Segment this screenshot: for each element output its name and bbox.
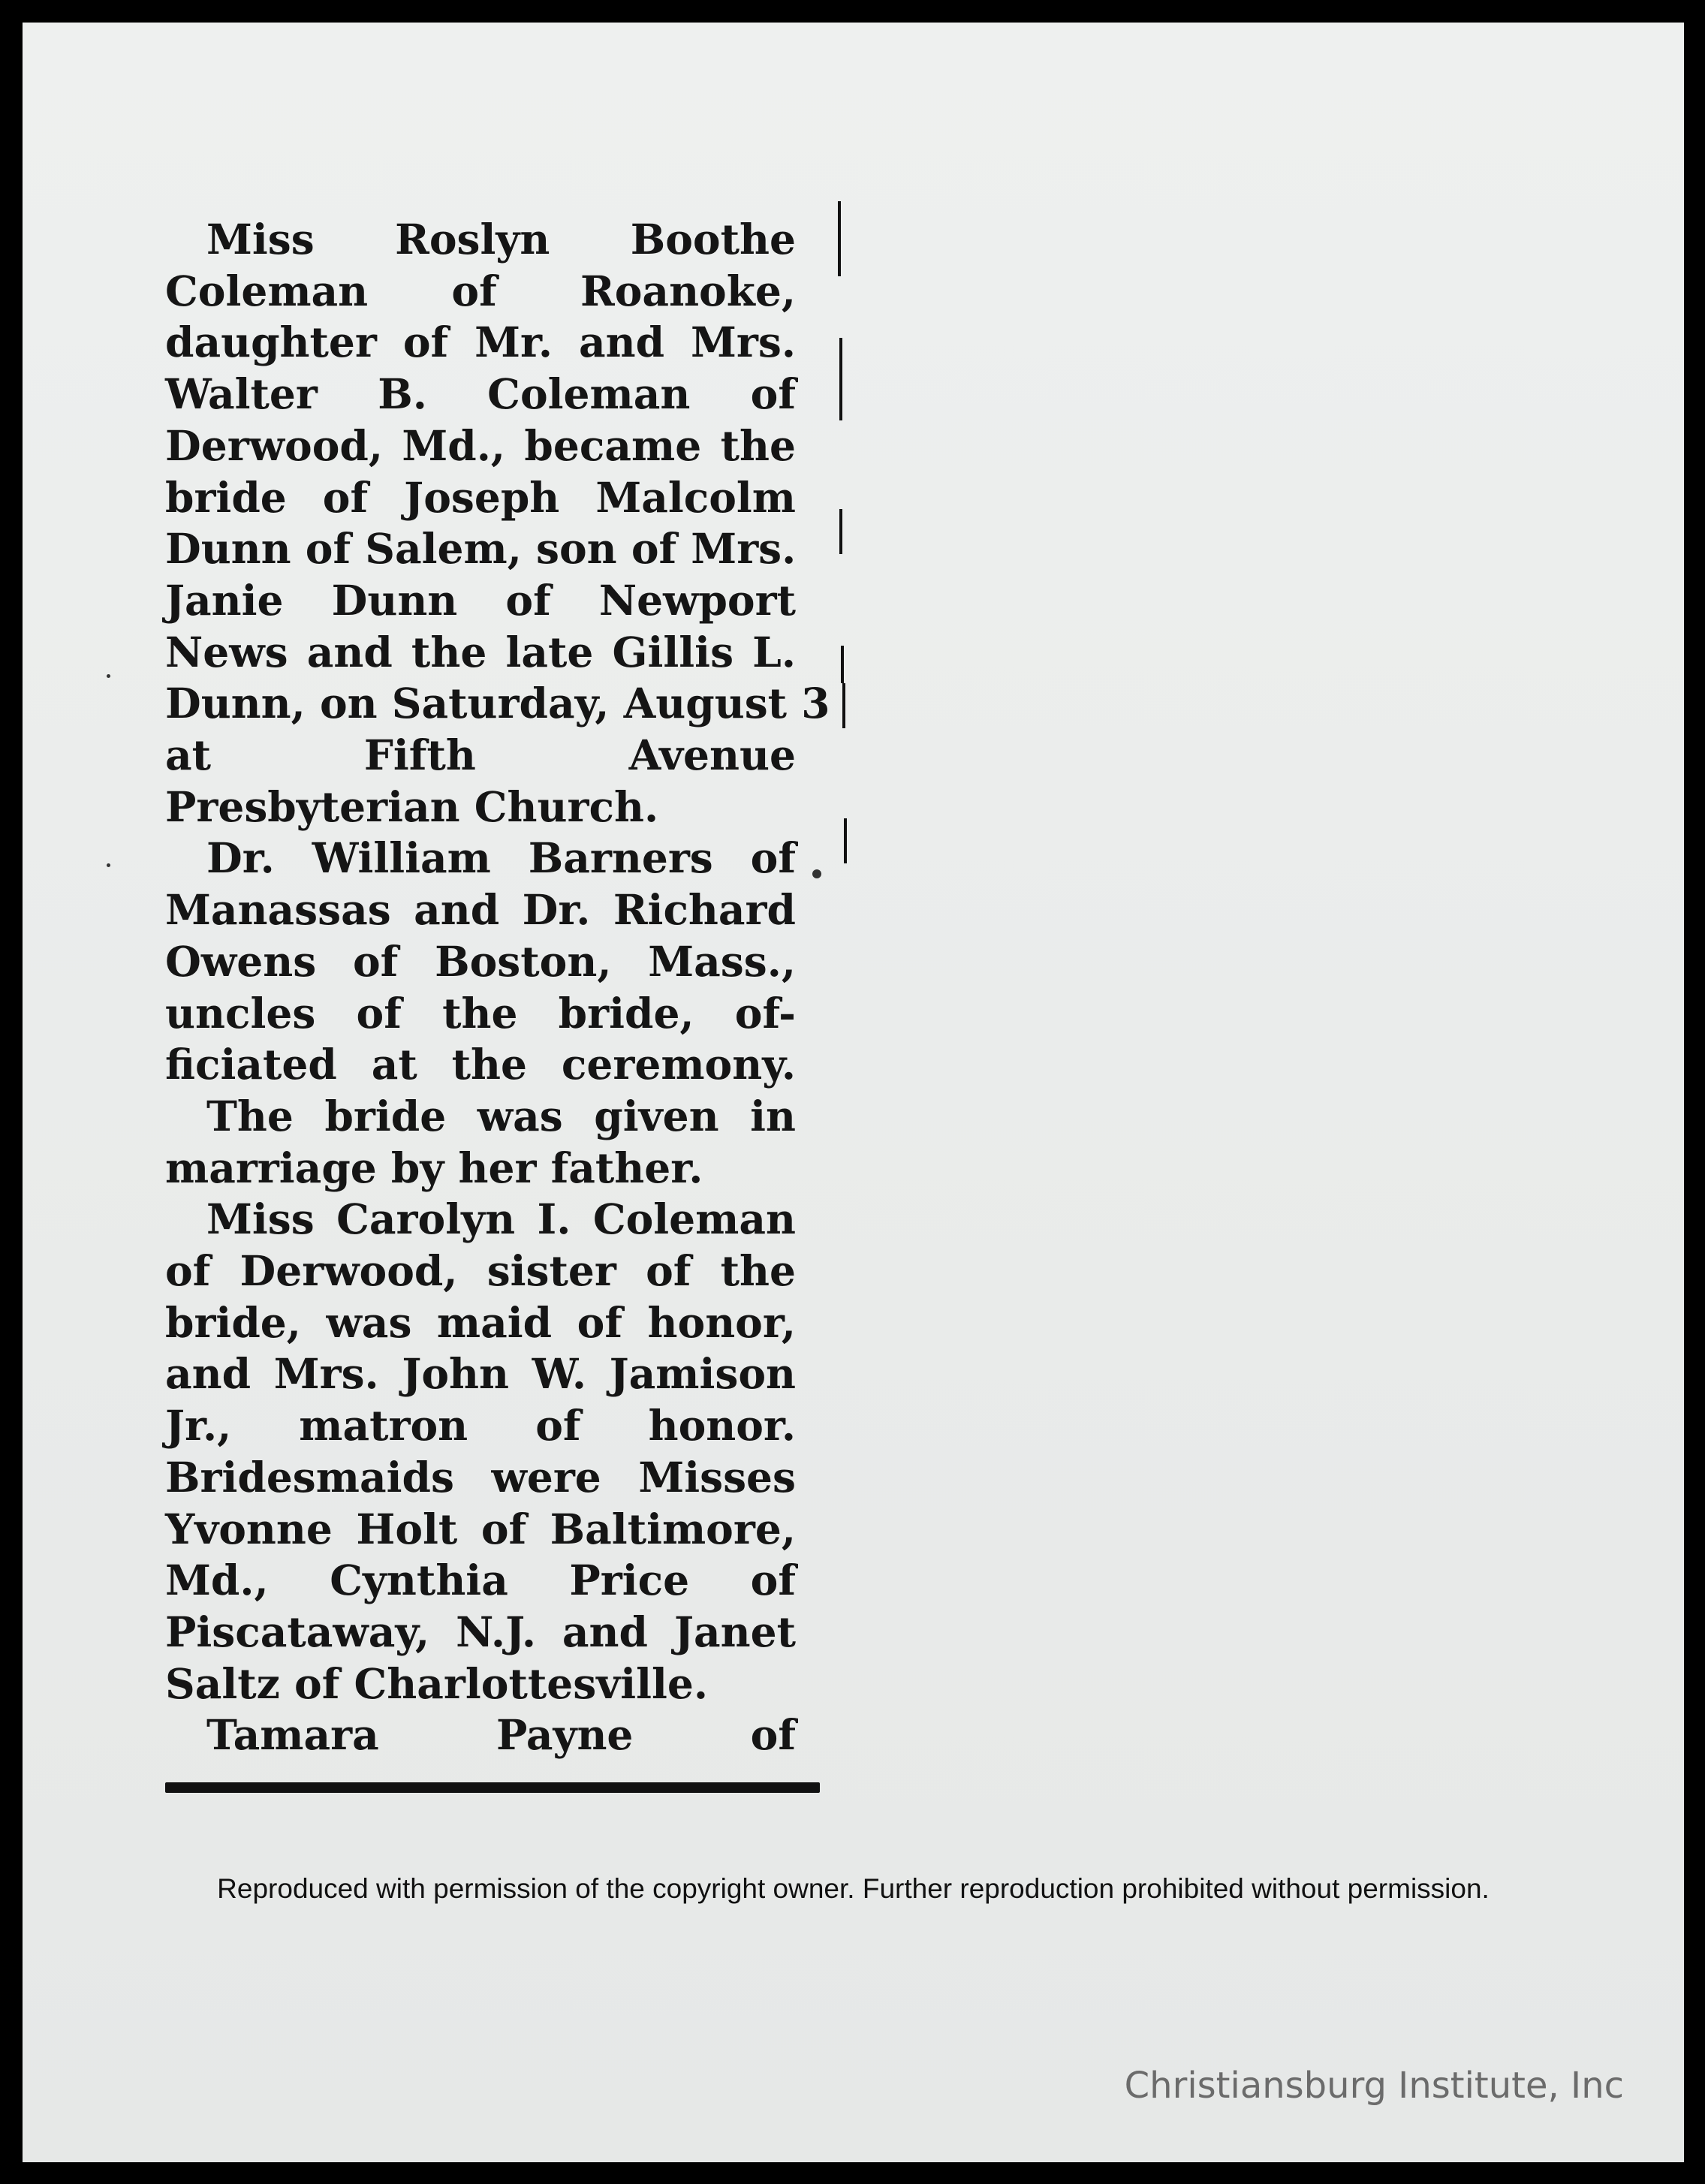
column-edge-mark	[838, 201, 841, 276]
article-line: Miss Carolyn I. Coleman	[206, 1194, 796, 1244]
article-paragraph	[165, 1710, 796, 1761]
article-line: Jr., matron of honor.	[165, 1401, 796, 1450]
article-line: Walter B. Coleman of	[165, 369, 796, 419]
article-line: Tamara Payne of	[206, 1710, 796, 1760]
article-line: bride of Joseph Malcolm	[165, 472, 796, 522]
copyright-notice: Reproduced with permission of the copyright owner. Further reproduction prohibited without permission.	[217, 1873, 1490, 1904]
article-line: Presbyterian Church.	[165, 782, 659, 831]
article-line: News and the late Gillis L.	[165, 627, 796, 676]
article-line: Coleman of Roanoke,	[165, 266, 796, 315]
article-line: Dunn of Salem, son of Mrs.	[165, 524, 797, 574]
article-line: Dr. William Barners of	[206, 833, 796, 883]
article-line: Derwood, Md., became the	[165, 420, 796, 470]
watermark: Christiansburg Institute, Inc	[1124, 2065, 1624, 2107]
article-line: Owens of Boston, Mass.,	[165, 936, 796, 986]
ink-speck	[107, 674, 110, 678]
document-page	[23, 23, 1684, 2162]
article-line: bride, was maid of honor,	[165, 1297, 796, 1347]
article-line: daughter of Mr. and Mrs.	[165, 318, 796, 367]
column-bottom-rule	[165, 1782, 820, 1793]
article-line: Manassas and Dr. Richard	[165, 885, 796, 935]
article-line: Janie Dunn of Newport	[165, 575, 796, 625]
ink-speck	[812, 869, 821, 878]
column-edge-mark	[839, 509, 842, 554]
article-paragraph	[165, 1194, 796, 1710]
article-line: of Derwood, sister of the	[165, 1246, 796, 1296]
newspaper-clipping	[165, 214, 833, 1793]
article-line: at Fifth Avenue	[165, 731, 796, 780]
article-line: and Mrs. John W. Jamison	[165, 1349, 796, 1399]
article-line: ficiated at the ceremony.	[165, 1040, 796, 1089]
ink-speck	[107, 863, 110, 867]
article-paragraph	[165, 833, 796, 1091]
article-line: Saltz of Charlottesville.	[165, 1658, 709, 1708]
article-line: Miss Roslyn Boothe	[206, 215, 796, 264]
column-edge-mark	[839, 338, 842, 420]
article-line: Piscataway, N.J. and Janet	[165, 1607, 796, 1656]
article-paragraph	[165, 214, 830, 833]
article-paragraph	[165, 1091, 796, 1194]
column-edge-mark	[844, 818, 847, 863]
article-line: uncles of the bride, of-	[165, 988, 796, 1038]
column-edge-mark	[842, 683, 845, 728]
article-line: Bridesmaids were Misses	[165, 1452, 796, 1502]
article-line: marriage by her father.	[165, 1143, 703, 1192]
article-line: Yvonne Holt of Baltimore,	[165, 1504, 796, 1553]
article-line: Md., Cynthia Price of	[165, 1556, 796, 1605]
article-column	[165, 214, 830, 1761]
article-line: Dunn, on Saturday, August 3	[165, 679, 830, 728]
article-line: The bride was given in	[206, 1091, 796, 1140]
column-edge-mark	[841, 646, 844, 683]
